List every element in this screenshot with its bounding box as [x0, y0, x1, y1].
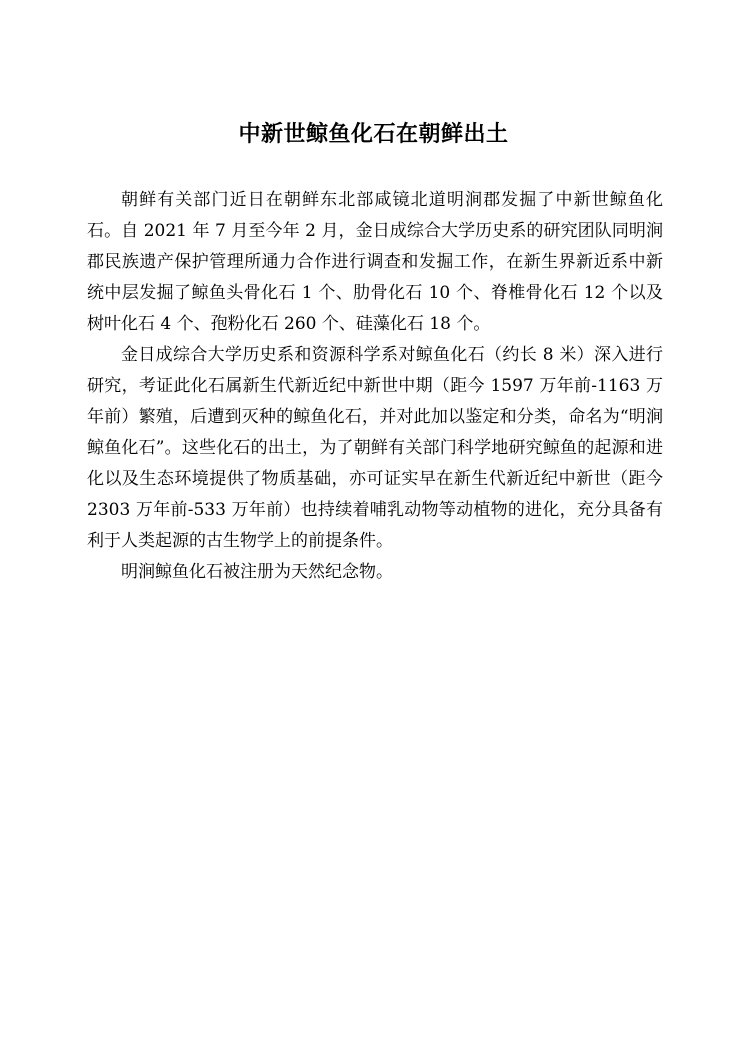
document-title: 中新世鲸鱼化石在朝鲜出土 — [238, 122, 509, 147]
paragraph-3: 明涧鲸鱼化石被注册为天然纪念物。 — [121, 562, 393, 582]
paragraph-2: 金日成综合大学历史系和资源科学系对鲸鱼化石（约长 8 米）深入进行研究，考证此化石属新生代新近纪中新世中期（距今 1597 万年前-1163 万年前）繁殖，后遭到灭种的鲸鱼化石，并对此加以鉴定和分类，命名为“明涧鲸鱼化石”。这些化石的出土，为了朝鲜有关部门科学地研究鲸鱼的起源和进化以及生态环境提供了物质基础，亦可证实早在新生代新近纪中新世（距今 2303 万年前-533 万年前）也持续着哺乳动物等动植物的进化，充分具备有利于人类起源的古生物学上的前提条件。 — [87, 345, 663, 551]
document-body — [87, 185, 663, 588]
paragraph-1: 朝鲜有关部门近日在朝鲜东北部咸镜北道明涧郡发掘了中新世鲸鱼化石。自 2021 年 7 月至今年 2 月，金日成综合大学历史系的研究团队同明涧郡民族遗产保护管理所通力合作进行调查和发掘工作，在新生界新近系中新统中层发掘了鲸鱼头骨化石 1 个、肋骨化石 10 个、脊椎骨化石 12 个以及树叶化石 4 个、孢粉化石 260 个、硅藻化石 18 个。 — [87, 190, 663, 334]
